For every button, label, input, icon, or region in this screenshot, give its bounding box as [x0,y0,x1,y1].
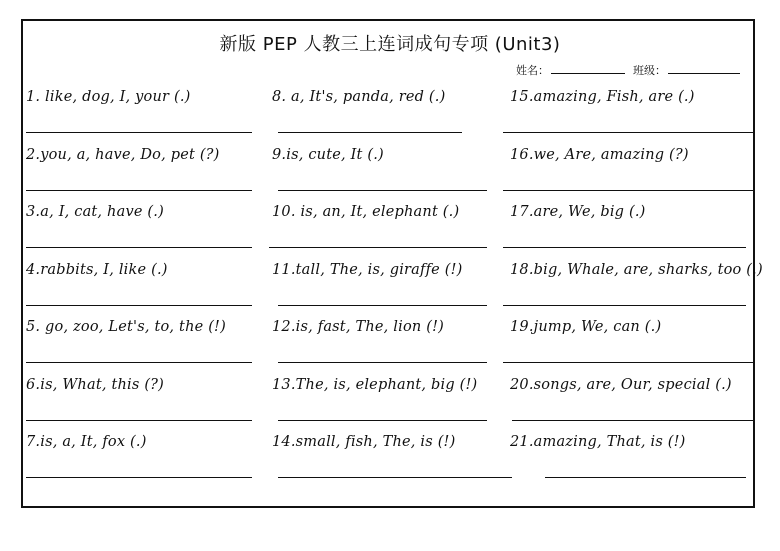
question-text: 18.big, Whale, are, sharks, too (.) [510,261,763,278]
question-text: 19.jump, We, can (.) [510,319,662,335]
answer-line[interactable] [278,420,487,421]
answer-line[interactable] [503,132,754,133]
answer-line[interactable] [278,477,512,478]
question-text: 7.is, a, It, fox (.) [26,434,147,450]
question-text: 8. a, It's, panda, red (.) [272,89,446,105]
answer-line[interactable] [26,477,252,478]
question-text: 9.is, cute, It (.) [272,146,384,163]
question-text: 1. like, dog, I, your (.) [26,89,191,105]
name-class-bar [516,62,740,78]
question-text: 13.The, is, elephant, big (!) [272,376,478,393]
question-text: 14.small, fish, The, is (!) [272,434,456,450]
class-label: 班级： [633,64,666,77]
answer-line[interactable] [545,477,746,478]
question-text: 5. go, zoo, Let's, to, the (!) [26,319,226,335]
class-blank[interactable] [668,64,740,74]
answer-line[interactable] [26,420,252,421]
answer-line[interactable] [26,247,252,248]
answer-line[interactable] [503,362,754,363]
answer-line[interactable] [503,305,746,306]
question-text: 3.a, I, cat, have (.) [26,204,164,220]
question-text: 21.amazing, That, is (!) [510,434,686,450]
answer-line[interactable] [503,190,754,191]
answer-line[interactable] [278,190,487,191]
question-text: 10. is, an, It, elephant (.) [272,204,460,220]
answer-line[interactable] [512,420,754,421]
question-text: 2.you, a, have, Do, pet (?) [26,146,220,163]
answer-line[interactable] [26,305,252,306]
name-blank[interactable] [551,64,625,74]
question-text: 16.we, Are, amazing (?) [510,146,689,163]
answer-line[interactable] [269,247,487,248]
answer-line[interactable] [503,247,746,248]
question-text: 17.are, We, big (.) [510,204,646,220]
question-text: 15.amazing, Fish, are (.) [510,89,695,105]
answer-line[interactable] [278,305,487,306]
question-text: 4.rabbits, I, like (.) [26,261,168,278]
answer-line[interactable] [26,190,252,191]
question-text: 6.is, What, this (?) [26,376,165,393]
answer-line[interactable] [26,362,252,363]
answer-line[interactable] [278,362,487,363]
answer-line[interactable] [278,132,462,133]
question-text: 11.tall, The, is, giraffe (!) [272,261,463,278]
worksheet-title: 新版 PEP 人教三上连词成句专项 (Unit3) [219,34,561,55]
question-text: 12.is, fast, The, lion (!) [272,319,444,335]
question-text: 20.songs, are, Our, special (.) [510,376,732,393]
answer-line[interactable] [26,132,252,133]
name-label: 姓名： [516,64,549,77]
